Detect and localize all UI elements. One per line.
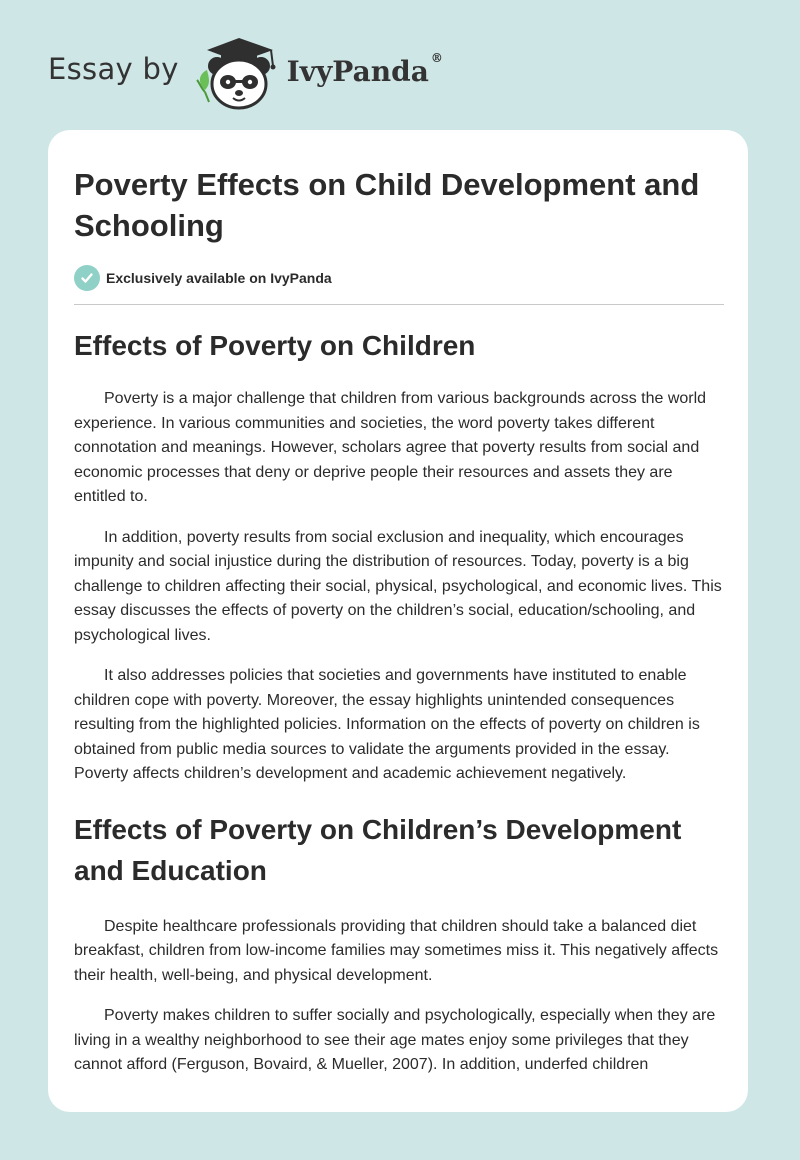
site-header xyxy=(48,36,443,110)
essay-content xyxy=(74,164,724,1078)
exclusive-label: Exclusively available on IvyPanda xyxy=(106,270,332,286)
paragraph: In addition, poverty results from social exclusion and inequality, which encourages impunity and social injustice during the distribution of resources. Today, poverty is a big challenge to children affecting their social, physical, psychological, and economic lives. This essay discusses the effects of poverty on the children’s social, education/schooling, and psychological lives. xyxy=(74,528,722,644)
exclusive-badge xyxy=(74,264,724,292)
brand-wordmark[interactable] xyxy=(286,51,443,88)
paragraph: Poverty makes children to suffer socially and psychologically, especially when they are living in a wealthy neighborhood to see their age mates enjoy some privileges that they cannot afford (Ferguson, Bovaird, & Mueller, 2007). In addition, underfed children xyxy=(74,1007,716,1073)
brand-name: IvyPanda xyxy=(286,54,429,88)
checkmark-icon xyxy=(74,265,100,291)
essay-card xyxy=(48,130,748,1112)
section-heading: Effects of Poverty on Children’s Development and Education xyxy=(74,813,682,886)
paragraph: Poverty is a major challenge that children from various backgrounds across the world experience. In various communities and societies, the word poverty takes different connotation and meanings. However, scholars agree that poverty results from social and economic processes that deny or deprive people their resources and assets they are entitled to. xyxy=(74,390,707,505)
paragraph: Despite healthcare professionals providing that children should take a balanced diet breakfast, children from low-income families may sometimes miss it. This negatively affects their health, well-being, and physical development. xyxy=(74,917,719,984)
section-heading: Effects of Poverty on Children xyxy=(74,330,476,361)
essay-by-label: Essay by xyxy=(48,52,179,86)
registered-mark: ® xyxy=(430,51,443,66)
page-title: Poverty Effects on Child Development and Schooling xyxy=(74,167,700,243)
paragraph: It also addresses policies that societies and governments have instituted to enable children cope with poverty. Moreover, the essay highlights unintended consequences resulting from the highlighted policies. Information on the effects of poverty on children is obtained from public media sources to validate the arguments provided in the essay. Poverty affects children’s development and academic achievement negatively. xyxy=(74,667,700,782)
panda-logo-icon[interactable] xyxy=(193,36,283,110)
divider xyxy=(74,304,724,305)
